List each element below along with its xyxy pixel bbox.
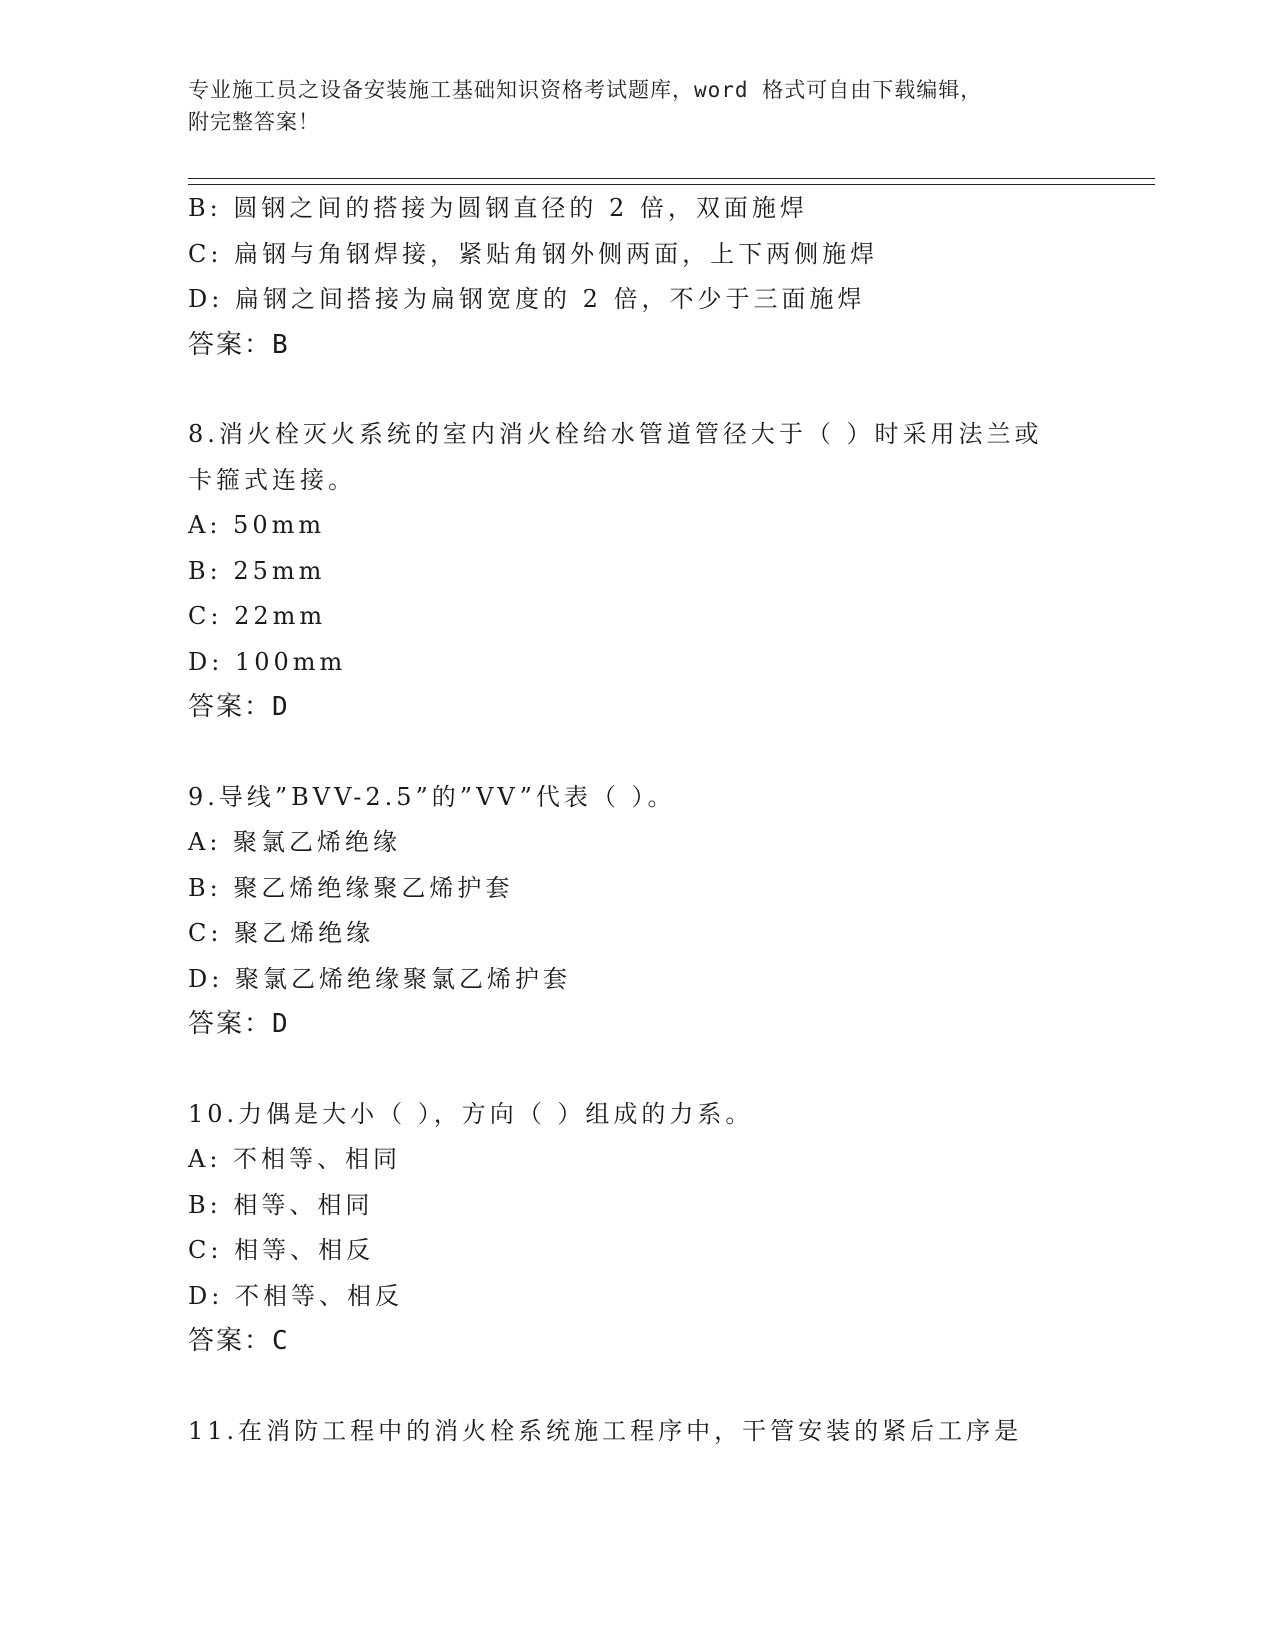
option-a: A: 不相等、相同 [188,1145,402,1173]
option-a: A: 聚氯乙烯绝缘 [188,828,402,856]
option-d: D: 不相等、相反 [188,1281,403,1310]
option-c: C: 相等、相反 [188,1236,375,1264]
answer: 答案：B [188,329,290,360]
question-11 [188,1409,1088,1455]
question-10 [188,1092,1088,1365]
question-8 [188,412,1088,731]
option-c: C: 22mm [188,602,327,630]
question-7-continued [188,186,1088,368]
document-header [188,74,1088,138]
option-b: B: 圆钢之间的搭接为圆钢直径的 2 倍，双面施焊 [188,194,808,222]
option-c: C: 扁钢与角钢焊接，紧贴角钢外侧两面，上下两侧施焊 [188,239,879,268]
question-stem-continued: 卡箍式连接。 [188,465,356,494]
question-stem: 10.力偶是大小（ ），方向（ ）组成的力系。 [188,1099,754,1128]
option-d: D: 100mm [188,647,347,676]
header-divider [188,178,1155,185]
option-b: B: 聚乙烯绝缘聚乙烯护套 [188,873,514,902]
answer: 答案：D [188,692,290,722]
question-stem: 8.消火栓灭火系统的室内消火栓给水管道管径大于（ ）时采用法兰或 [188,420,1043,448]
question-9 [188,775,1088,1048]
option-b: B: 相等、相同 [188,1190,374,1219]
answer: 答案：D [188,1009,290,1039]
question-list [188,186,1088,1454]
option-d: D: 聚氯乙烯绝缘聚氯乙烯护套 [188,964,571,993]
question-stem: 11.在消防工程中的消火栓系统施工程序中，干管安装的紧后工序是 [188,1416,1023,1445]
option-d: D: 扁钢之间搭接为扁钢宽度的 2 倍，不少于三面施焊 [188,285,866,313]
header-line-2: 附完整答案！ [188,110,320,134]
option-a: A: 50mm [188,511,326,539]
option-c: C: 聚乙烯绝缘 [188,919,375,947]
answer: 答案：C [188,1326,290,1356]
option-b: B: 25mm [188,556,326,585]
header-line-1: 专业施工员之设备安装施工基础知识资格考试题库，word 格式可自由下载编辑， [188,78,983,102]
question-stem: 9.导线”BVV-2.5”的”VV”代表（ ）。 [188,782,676,811]
